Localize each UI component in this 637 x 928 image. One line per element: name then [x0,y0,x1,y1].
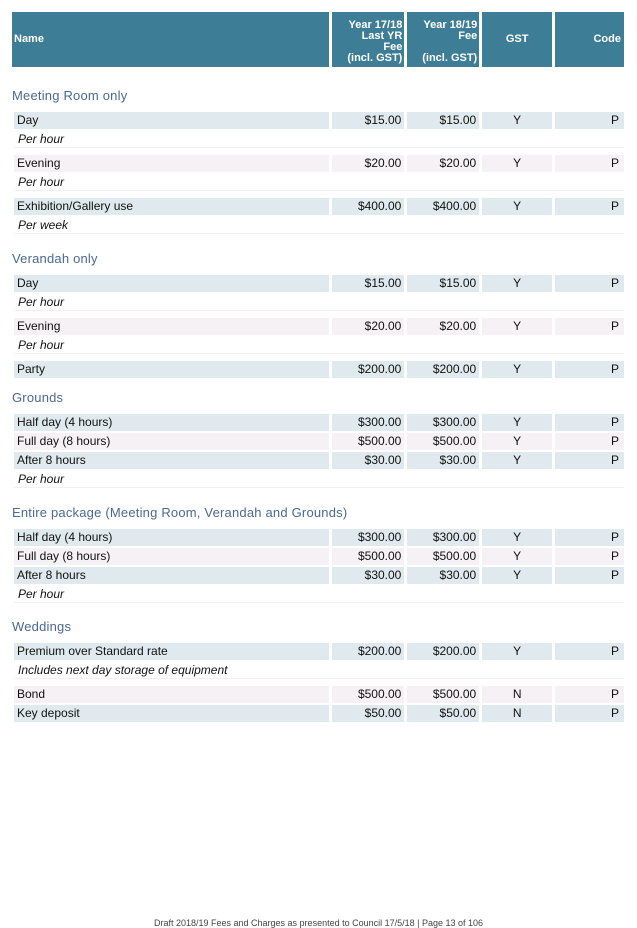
table-row [14,275,624,292]
table-row [14,643,624,660]
fee-code: P [555,643,624,660]
fee-item-name: Exhibition/Gallery use [14,198,329,215]
prev-year-fee: $30.00 [332,452,404,469]
header-gst: GST [482,12,552,67]
fee-item-name: Key deposit [14,705,329,722]
prev-year-fee: $200.00 [332,361,404,378]
fee-item-name: Day [14,112,329,129]
header-prev-line3: Fee [383,40,403,53]
fee-code: P [555,548,624,565]
row-note: Includes next day storage of equipment [14,662,624,679]
fee-item-name: After 8 hours [14,452,329,469]
header-prev-line1: Year 17/18 [348,18,403,31]
table-row [14,433,624,450]
prev-year-fee: $20.00 [332,318,404,335]
table-header [12,12,624,67]
fee-item-name: Full day (8 hours) [14,433,329,450]
fee-code: P [555,452,624,469]
prev-year-fee: $15.00 [332,275,404,292]
fee-code: P [555,705,624,722]
gst-flag: Y [482,643,552,660]
gst-flag: Y [482,452,552,469]
gst-flag: Y [482,198,552,215]
table-row [14,529,624,546]
fee-code: P [555,112,624,129]
curr-year-fee: $200.00 [407,361,479,378]
curr-year-fee: $300.00 [407,529,479,546]
prev-year-fee: $500.00 [332,548,404,565]
table-row [14,705,624,722]
fee-code: P [555,155,624,172]
gst-flag: N [482,686,552,703]
curr-year-fee: $200.00 [407,643,479,660]
prev-year-fee: $400.00 [332,198,404,215]
header-curr-line4: (incl. GST) [422,51,478,64]
fee-item-name: Bond [14,686,329,703]
fee-code: P [555,529,624,546]
fee-code: P [555,433,624,450]
fee-item-name: Day [14,275,329,292]
prev-year-fee: $20.00 [332,155,404,172]
header-prev-line4: (incl. GST) [347,51,403,64]
prev-year-fee: $500.00 [332,433,404,450]
fee-code: P [555,198,624,215]
header-curr-line1: Year 18/19 [423,18,478,31]
gst-flag: Y [482,548,552,565]
fee-item-name: Premium over Standard rate [14,643,329,660]
gst-flag: Y [482,318,552,335]
table-row [14,452,624,469]
table-row [14,548,624,565]
prev-year-fee: $30.00 [332,567,404,584]
row-note: Per hour [14,337,624,354]
prev-year-fee: $300.00 [332,414,404,431]
fee-code: P [555,275,624,292]
table-row [14,112,624,129]
fee-item-name: Half day (4 hours) [14,414,329,431]
header-curr-line2: Fee [458,29,478,42]
curr-year-fee: $500.00 [407,433,479,450]
page-footer: Draft 2018/19 Fees and Charges as presented to Council 17/5/18 | Page 13 of 106 [153,918,484,928]
header-curr-spacer [422,42,477,53]
section-title: Meeting Room only [12,88,128,103]
curr-year-fee: $20.00 [407,155,479,172]
gst-flag: Y [482,529,552,546]
gst-flag: Y [482,414,552,431]
gst-flag: Y [482,275,552,292]
fee-code: P [555,567,624,584]
curr-year-fee: $15.00 [407,112,479,129]
table-row [14,318,624,335]
fee-item-name: Evening [14,155,329,172]
header-prev-fee [332,12,404,67]
curr-year-fee: $50.00 [407,705,479,722]
table-row [14,155,624,172]
curr-year-fee: $15.00 [407,275,479,292]
fee-item-name: Evening [14,318,329,335]
fee-item-name: Half day (4 hours) [14,529,329,546]
row-note: Per week [14,217,624,234]
fee-item-name: Party [14,361,329,378]
header-code: Code [555,12,624,67]
row-note: Per hour [14,131,624,148]
table-row [14,686,624,703]
fee-code: P [555,318,624,335]
table-row [14,414,624,431]
curr-year-fee: $500.00 [407,548,479,565]
header-curr-fee [407,12,479,67]
prev-year-fee: $200.00 [332,643,404,660]
section-title: Entire package (Meeting Room, Verandah and Grounds) [12,505,348,520]
fee-item-name: After 8 hours [14,567,329,584]
curr-year-fee: $30.00 [407,452,479,469]
row-note: Per hour [14,471,624,488]
gst-flag: Y [482,361,552,378]
gst-flag: Y [482,567,552,584]
row-note: Per hour [14,294,624,311]
fee-code: P [555,414,624,431]
curr-year-fee: $400.00 [407,198,479,215]
section-title: Weddings [12,619,72,634]
gst-flag: Y [482,433,552,450]
row-note: Per hour [14,586,624,603]
curr-year-fee: $20.00 [407,318,479,335]
prev-year-fee: $500.00 [332,686,404,703]
prev-year-fee: $300.00 [332,529,404,546]
fee-code: P [555,361,624,378]
row-note: Per hour [14,174,624,191]
gst-flag: Y [482,155,552,172]
gst-flag: Y [482,112,552,129]
section-title: Grounds [12,390,64,405]
fee-item-name: Full day (8 hours) [14,548,329,565]
prev-year-fee: $15.00 [332,112,404,129]
header-name: Name [12,12,329,67]
prev-year-fee: $50.00 [332,705,404,722]
table-row [14,361,624,378]
curr-year-fee: $500.00 [407,686,479,703]
section-title: Verandah only [12,251,98,266]
table-row [14,567,624,584]
gst-flag: N [482,705,552,722]
table-row [14,198,624,215]
curr-year-fee: $300.00 [407,414,479,431]
header-prev-line2: Last YR [361,29,403,42]
fee-code: P [555,686,624,703]
curr-year-fee: $30.00 [407,567,479,584]
